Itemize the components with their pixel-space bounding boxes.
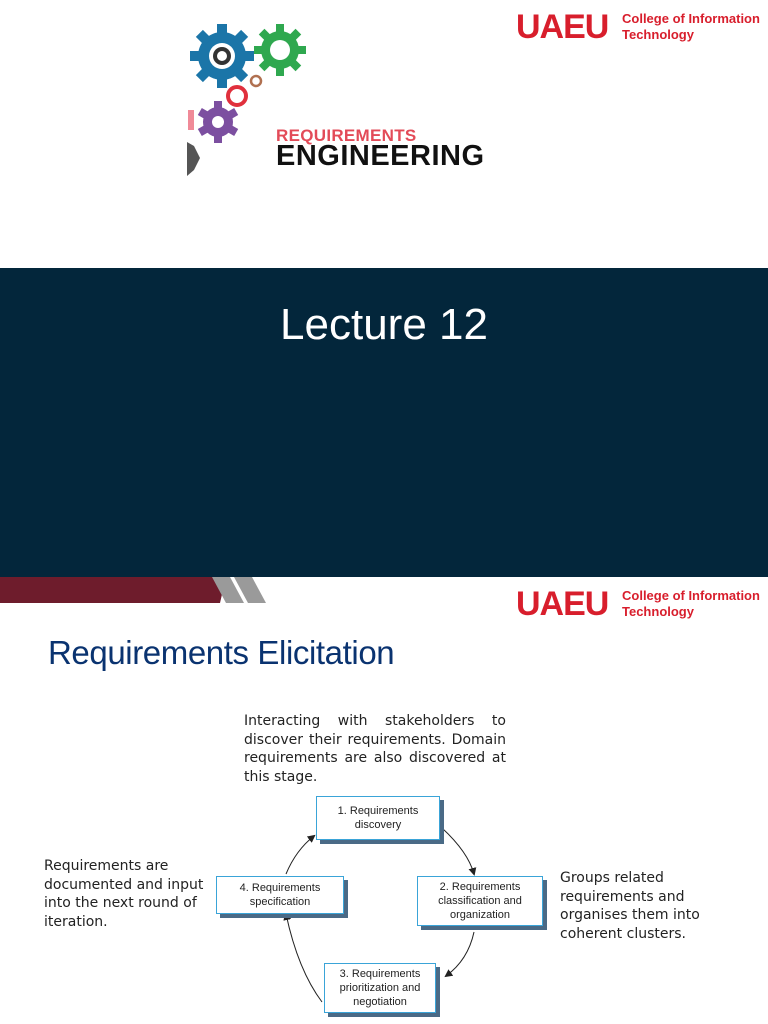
uaeu-college-line2: Technology xyxy=(622,27,694,42)
uaeu-wordmark: UAEU xyxy=(516,8,609,46)
step-line: prioritization and xyxy=(339,982,421,994)
step-line: 1. Requirements xyxy=(337,805,419,817)
step-line: classification and xyxy=(438,895,522,907)
uaeu-wordmark: UAEU xyxy=(516,585,609,623)
lecture-title: Lecture 12 xyxy=(280,300,488,349)
arrow-2-to-3 xyxy=(446,932,474,976)
classification-note: Groups related requirements and organises them into coherent clusters. xyxy=(560,870,700,942)
specification-note: Requirements are documented and input into the next round of iteration. xyxy=(44,858,204,930)
cycle-step-specification xyxy=(216,876,344,914)
uaeu-logo xyxy=(516,8,766,48)
step-line: 4. Requirements xyxy=(239,882,321,894)
arrow-4-to-1 xyxy=(286,836,314,874)
step-line: discovery xyxy=(354,819,402,831)
uaeu-college-line1: College of Information xyxy=(622,588,760,603)
cycle-step-classification xyxy=(417,876,543,926)
uaeu-college-line2: Technology xyxy=(622,604,694,619)
cycle-step-prioritization xyxy=(324,963,436,1013)
step-line: 2. Requirements xyxy=(439,881,521,893)
discovery-note: Interacting with stakeholders to discover their requirements. Domain requirements are also discovered at this stage. xyxy=(244,713,506,785)
course-logo-top-word: REQUIREMENTS xyxy=(276,126,417,145)
arrow-3-to-4 xyxy=(286,914,322,1002)
step-line: 3. Requirements xyxy=(339,968,421,980)
uaeu-college-line1: College of Information xyxy=(622,11,760,26)
arrow-1-to-2 xyxy=(442,828,474,874)
step-line: negotiation xyxy=(353,996,407,1008)
step-line: organization xyxy=(450,909,510,921)
step-line: specification xyxy=(249,896,311,908)
course-logo-bottom-word: ENGINEERING xyxy=(276,140,485,172)
cycle-step-discovery xyxy=(316,796,440,840)
uaeu-logo xyxy=(516,585,766,625)
slide-title: Requirements Elicitation xyxy=(48,634,395,671)
